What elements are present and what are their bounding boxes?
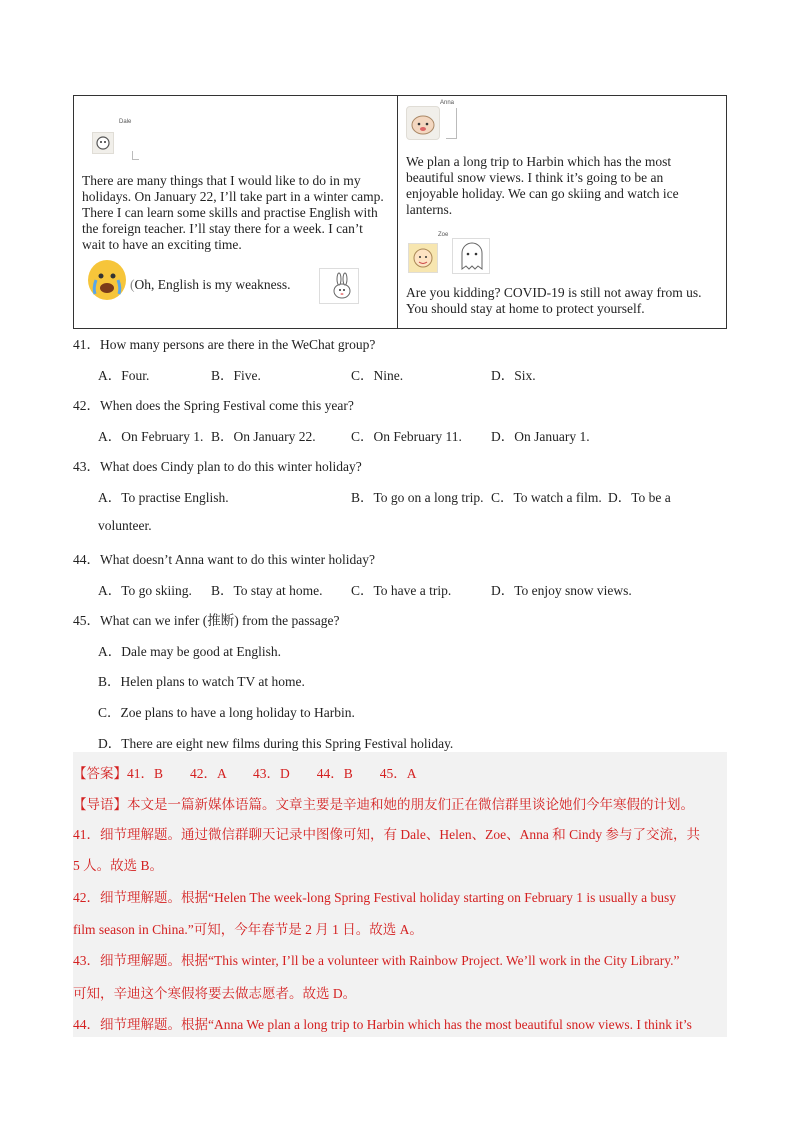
q41-option-b: B．Five. bbox=[211, 368, 261, 383]
q45-option-d: D．There are eight new films during this Spring Festival holiday. bbox=[98, 736, 454, 751]
reply-text: Oh, English is my weakness. bbox=[134, 277, 291, 292]
q42-option-b: B．On January 22. bbox=[211, 429, 316, 444]
explanation-43-line1: 43．细节理解题。根据“This winter, I’ll be a volunteer with Rainbow Project. We’ll work in the City Library.” bbox=[73, 953, 680, 968]
q43-option-c: C．To watch a film. bbox=[491, 490, 602, 505]
q43-option-d: D．To be a bbox=[608, 490, 671, 505]
table-divider bbox=[397, 96, 398, 328]
q44-option-a: A．To go skiing. bbox=[98, 583, 192, 598]
explanation-41-line2: 5 人。故选 B。 bbox=[73, 858, 164, 873]
reply-message: (Oh, English is my weakness. bbox=[130, 277, 291, 292]
bunny-sticker-icon bbox=[319, 268, 359, 304]
explanation-41-line1: 41．细节理解题。通过微信群聊天记录中图像可知，有 Dale、Helen、Zoe、Anna 和 Cindy 参与了交流，共 bbox=[73, 827, 700, 842]
zoe-avatar bbox=[408, 243, 438, 273]
anna-username: Anna bbox=[440, 100, 455, 106]
q45-option-b: B．Helen plans to watch TV at home. bbox=[98, 674, 305, 689]
question-41: 41．How many persons are there in the WeChat group? bbox=[73, 337, 376, 352]
q45-option-c: C．Zoe plans to have a long holiday to Harbin. bbox=[98, 705, 355, 720]
explanation-42-line2: film season in China.”可知，今年春节是 2 月 1 日。故选 A。 bbox=[73, 922, 423, 937]
chat-bracket bbox=[132, 151, 139, 160]
explanation-42-line1: 42．细节理解题。根据“Helen The week-long Spring Festival holiday starting on February 1 is usually a busy bbox=[73, 890, 677, 905]
explanation-44-line1: 44．细节理解题。根据“Anna We plan a long trip to Harbin which has the most beautiful snow views. I think it’s bbox=[73, 1017, 692, 1032]
q41-option-a: A．Four. bbox=[98, 368, 150, 383]
anna-message: We plan a long trip to Harbin which has the most beautiful snow views. I think it’s going to be an enjoyable holiday. We can go skiing and watch ice lanterns. bbox=[406, 154, 679, 217]
dale-message: There are many things that I would like to do in my holidays. On January 22, I’ll take part in a winter camp. There I can learn some skills and practise English with the foreign teacher. I’ll stay there for a week. I can’t wait to have an exciting time. bbox=[82, 173, 384, 252]
question-42: 42．When does the Spring Festival come this year? bbox=[73, 398, 354, 413]
question-45: 45．What can we infer (推断) from the passage? bbox=[73, 613, 340, 628]
zoe-message: Are you kidding? COVID-19 is still not away from us. You should stay at home to protect yourself. bbox=[406, 285, 702, 316]
explanation-43-line2: 可知，辛迪这个寒假将要去做志愿者。故选 D。 bbox=[73, 986, 357, 1001]
chat-bracket bbox=[446, 108, 457, 139]
q43-option-d-continued: volunteer. bbox=[98, 518, 152, 533]
dale-avatar bbox=[92, 132, 114, 154]
wechat-chat-table bbox=[73, 95, 727, 329]
q42-option-d: D．On January 1. bbox=[491, 429, 590, 444]
q43-option-a: A．To practise English. bbox=[98, 490, 229, 505]
q44-option-d: D．To enjoy snow views. bbox=[491, 583, 632, 598]
crying-emoji-icon bbox=[88, 260, 126, 300]
q45-option-a: A．Dale may be good at English. bbox=[98, 644, 281, 659]
anna-avatar bbox=[406, 106, 440, 140]
reading-guide: 【导语】本文是一篇新媒体语篇。文章主要是辛迪和她的朋友们正在微信群里谈论她们今年寒假的计划。 bbox=[73, 797, 694, 812]
q43-option-b: B．To go on a long trip. bbox=[351, 490, 484, 505]
answer-key: 【答案】41．B 42．A 43．D 44．B 45．A bbox=[73, 766, 417, 781]
dale-username: Dale bbox=[119, 119, 132, 125]
question-43: 43．What does Cindy plan to do this winter holiday? bbox=[73, 459, 362, 474]
q42-option-a: A．On February 1. bbox=[98, 429, 204, 444]
ghost-sticker-icon bbox=[452, 238, 490, 274]
q42-option-c: C．On February 11. bbox=[351, 429, 462, 444]
zoe-username: Zoe bbox=[438, 232, 449, 238]
q41-option-c: C．Nine. bbox=[351, 368, 404, 383]
question-44: 44．What doesn’t Anna want to do this winter holiday? bbox=[73, 552, 375, 567]
q44-option-b: B．To stay at home. bbox=[211, 583, 323, 598]
q44-option-c: C．To have a trip. bbox=[351, 583, 452, 598]
q41-option-d: D．Six. bbox=[491, 368, 536, 383]
